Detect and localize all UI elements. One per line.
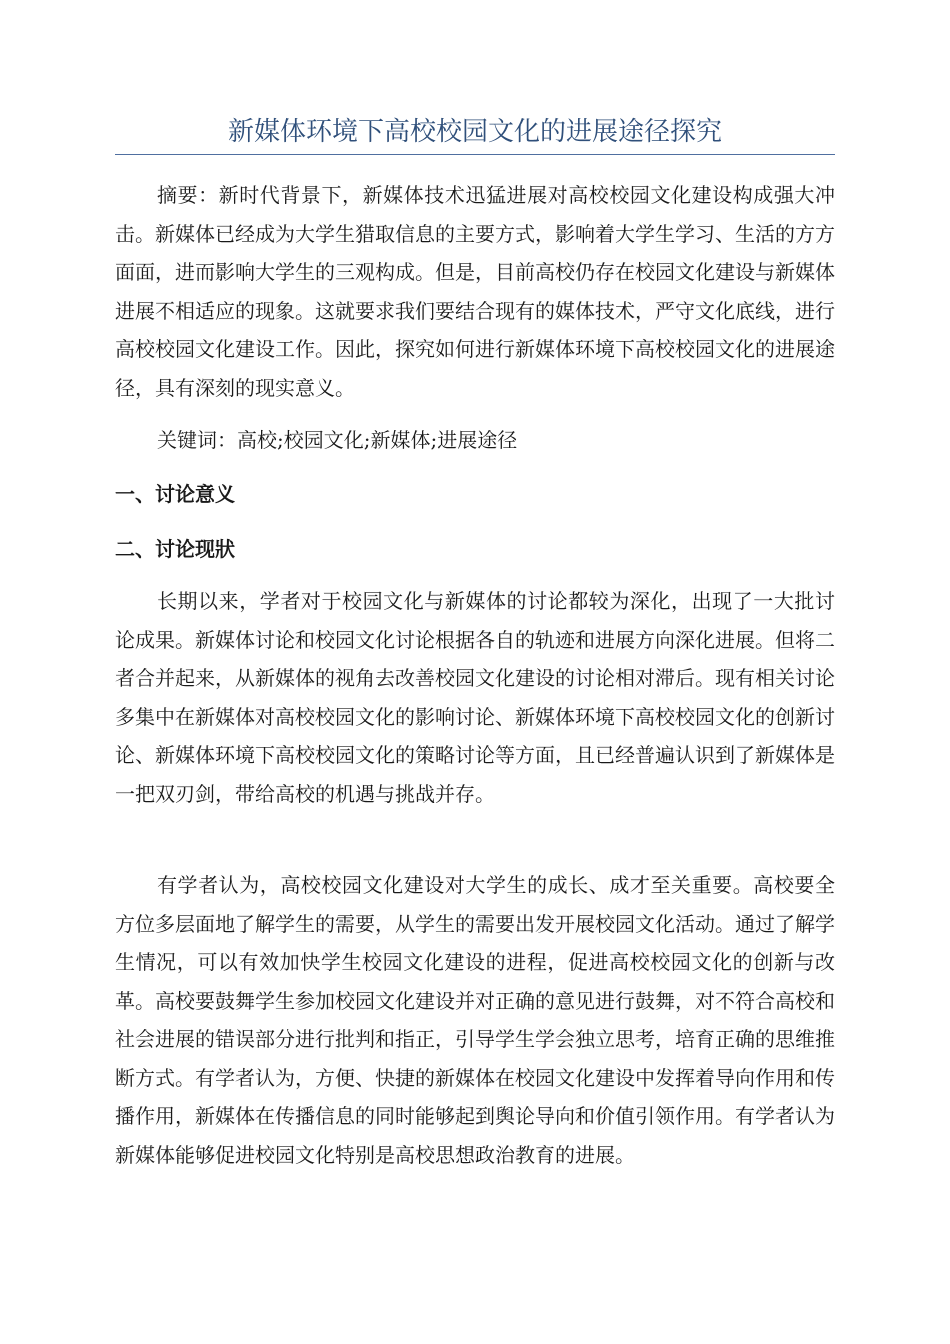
body-paragraph: 有学者认为，高校校园文化建设对大学生的成长、成才至关重要。高校要全方位多层面地了解学生的需要，从学生的需要出发开展校园文化活动。通过了解学生情况，可以有效加快学生校园文化建设的进程，促进高校校园文化的创新与改革。高校要鼓舞学生参加校园文化建设并对正确的意见进行鼓舞，对不符合高校和社会进展的错误部分进行批判和指正，引导学生学会独立思考，培育正确的思维推断方式。有学者认为，方便、快捷的新媒体在校园文化建设中发挥着导向作用和传播作用，新媒体在传播信息的同时能够起到舆论导向和价值引领作用。有学者认为新媒体能够促进校园文化特别是高校思想政治教育的进展。 [115,873,835,1167]
title-underline [115,154,835,155]
abstract-paragraph: 摘要：新时代背景下，新媒体技术迅猛进展对高校校园文化建设构成强大冲击。新媒体已经成为大学生猎取信息的主要方式，影响着大学生学习、生活的方方面面，进而影响大学生的三观构成。但是，目前高校仍存在校园文化建设与新媒体进展不相适应的现象。这就要求我们要结合现有的媒体技术，严守文化底线，进行高校校园文化建设工作。因此，探究如何进行新媒体环境下高校校园文化的进展途径，具有深刻的现实意义。 [115,183,835,400]
keywords-line: 关键词：高校;校园文化;新媒体;进展途径 [157,428,518,452]
section-heading-status: 二、讨论现狀 [115,537,235,561]
section-heading-significance: 一、讨论意义 [115,482,235,506]
document-title: 新媒体环境下高校校园文化的进展途径探究 [227,117,722,147]
body-paragraph: 长期以来，学者对于校园文化与新媒体的讨论都较为深化，出现了一大批讨论成果。新媒体讨论和校园文化讨论根据各自的轨迹和进展方向深化进展。但将二者合并起来，从新媒体的视角去改善校园文化建设的讨论相对滞后。现有相关讨论多集中在新媒体对高校校园文化的影响讨论、新媒体环境下高校校园文化的创新讨论、新媒体环境下高校校园文化的策略讨论等方面，且已经普遍认识到了新媒体是一把双刃剑，带给高校的机遇与挑战并存。 [115,589,835,806]
